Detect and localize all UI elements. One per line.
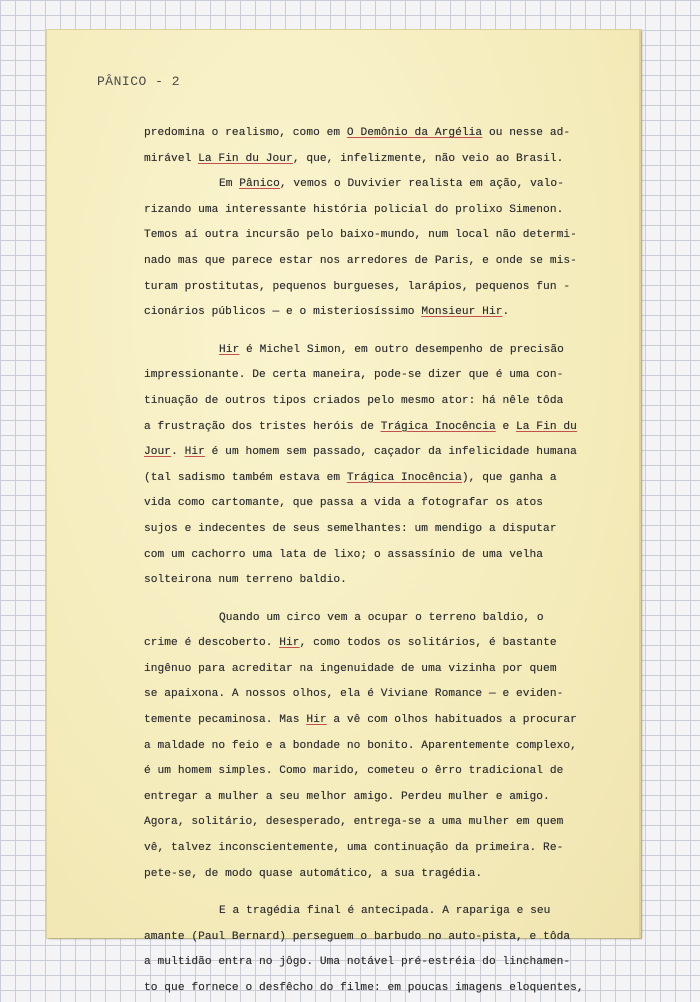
text-segment: entregar a mulher a seu melhor amigo. Perdeu mulher e amigo.	[144, 790, 550, 803]
text-segment: temente pecaminosa. Mas	[144, 714, 307, 727]
text-segment: a frustração dos tristes heróis de	[144, 420, 381, 433]
text-segment: , como todos os solitários, é bastante	[299, 637, 557, 650]
text-line	[144, 147, 589, 173]
underlined-title: Hir	[279, 637, 300, 650]
text-line	[144, 836, 589, 862]
text-line	[144, 568, 589, 594]
text-line	[144, 543, 589, 569]
text-segment: .	[171, 446, 185, 459]
text-line	[144, 810, 589, 836]
text-line	[144, 734, 589, 760]
body-text	[144, 121, 589, 1002]
text-segment: a multidão entra no jôgo. Uma notável pré-estréia do linchamen-	[144, 956, 571, 969]
text-segment: pete-se, de modo quase automático, a sua tragédia.	[144, 867, 483, 880]
text-segment: impressionante. De certa maneira, pode-se dizer que é uma con-	[144, 369, 564, 382]
text-line	[144, 976, 589, 1002]
text-segment: e	[495, 420, 517, 433]
text-segment: crime é descoberto.	[144, 637, 280, 650]
text-line	[144, 925, 589, 951]
text-segment: sujos e indecentes de seus semelhantes: um mendigo a disputar	[144, 522, 557, 535]
text-segment: cionários públicos — e o misteriosíssimo	[144, 306, 422, 319]
underlined-title: Hir	[219, 343, 240, 356]
underlined-title: Jour	[144, 446, 172, 459]
underlined-title: La Fin du Jour	[198, 152, 293, 165]
text-line	[144, 631, 589, 657]
text-line	[144, 899, 589, 925]
underlined-title: Trágica Inocência	[380, 420, 496, 433]
paragraph-gap	[144, 594, 589, 606]
text-line	[144, 708, 589, 734]
text-line	[144, 517, 589, 543]
text-segment: com um cachorro uma lata de lixo; o assassínio de uma velha	[144, 548, 544, 561]
text-line	[144, 172, 589, 198]
text-line	[144, 862, 589, 888]
text-segment: tinuação de outros tipos criados pelo mesmo ator: há nêle tôda	[144, 394, 564, 407]
text-line	[144, 275, 589, 301]
underlined-title: La Fin du	[516, 420, 577, 433]
text-segment: solteirona num terreno baldio.	[144, 574, 347, 587]
text-line	[144, 249, 589, 275]
page-header: PÂNICO - 2	[97, 74, 181, 89]
text-segment: Temos aí outra incursão pelo baixo-mundo, num local não determi-	[144, 229, 577, 242]
text-line	[144, 466, 589, 492]
text-segment: mirável	[144, 152, 199, 165]
text-line	[144, 389, 589, 415]
text-line	[144, 759, 589, 785]
text-segment: (tal sadismo também estava em	[144, 471, 347, 484]
text-segment: Em	[219, 178, 240, 191]
text-line	[144, 785, 589, 811]
text-segment: é um homem simples. Como marido, cometeu o êrro tradicional de	[144, 765, 564, 778]
underlined-title: Hir	[184, 446, 205, 459]
text-segment: a maldade no feio e a bondade no bonito. Aparentemente complexo,	[144, 739, 577, 752]
text-segment: se apaixona. A nossos olhos, ela é Viviane Romance — e eviden-	[144, 688, 564, 701]
text-line	[144, 606, 589, 632]
text-line	[144, 121, 589, 147]
text-line	[144, 682, 589, 708]
text-line	[144, 300, 589, 326]
text-segment: E a tragédia final é antecipada. A rapariga e seu	[219, 905, 551, 918]
underlined-title: Monsieur Hir	[421, 306, 503, 319]
text-segment: to que fornece o desfêcho do filme: em poucas imagens eloquentes,	[144, 982, 584, 994]
text-line	[144, 338, 589, 364]
text-line	[144, 491, 589, 517]
text-line	[144, 440, 589, 466]
underlined-title: Trágica Inocência	[346, 471, 462, 484]
text-segment: Agora, solitário, desesperado, entrega-se a uma mulher em quem	[144, 816, 564, 829]
text-segment: amante (Paul Bernard) perseguem o barbudo no auto-pista, e tôda	[144, 930, 571, 943]
text-segment: é um homem sem passado, caçador da infelicidade humana	[204, 446, 577, 459]
text-segment: ), que ganha a	[461, 471, 557, 484]
text-segment: vida como cartomante, que passa a vida a fotografar os atos	[144, 497, 544, 510]
text-segment: vê, talvez inconscientemente, uma continuação da primeira. Re-	[144, 842, 564, 855]
underlined-title: O Demônio da Argélia	[346, 127, 483, 139]
text-line	[144, 950, 589, 976]
text-segment: ou nesse ad-	[482, 127, 571, 139]
text-segment: , que, infelizmente, não veio ao Brasil.	[292, 152, 564, 165]
text-segment: é Michel Simon, em outro desempenho de precisão	[239, 343, 564, 356]
text-line	[144, 198, 589, 224]
text-segment: nado mas que parece estar nos arredores de Paris, e onde se mis-	[144, 254, 577, 267]
text-segment: turam prostitutas, pequenos burgueses, larápios, pequenos fun -	[144, 280, 571, 293]
text-segment: .	[502, 306, 510, 319]
text-line	[144, 657, 589, 683]
text-segment: ingênuo para acreditar na ingenuidade de uma vizinha por quem	[144, 662, 557, 675]
text-line	[144, 363, 589, 389]
text-line	[144, 415, 589, 441]
text-segment: predomina o realismo, como em	[144, 127, 347, 139]
text-segment: a vê com olhos habituados a procurar	[326, 714, 577, 727]
paragraph-gap	[144, 326, 589, 338]
underlined-title: Pânico	[239, 178, 280, 191]
underlined-title: Hir	[306, 714, 327, 727]
text-segment: Quando um circo vem a ocupar o terreno baldio, o	[219, 611, 544, 624]
text-segment: , vemos o Duvivier realista em ação, valo-	[279, 178, 564, 191]
text-segment: rizando uma interessante história policial do prolixo Simenon.	[144, 203, 564, 216]
paragraph-gap	[144, 887, 589, 899]
text-line	[144, 223, 589, 249]
